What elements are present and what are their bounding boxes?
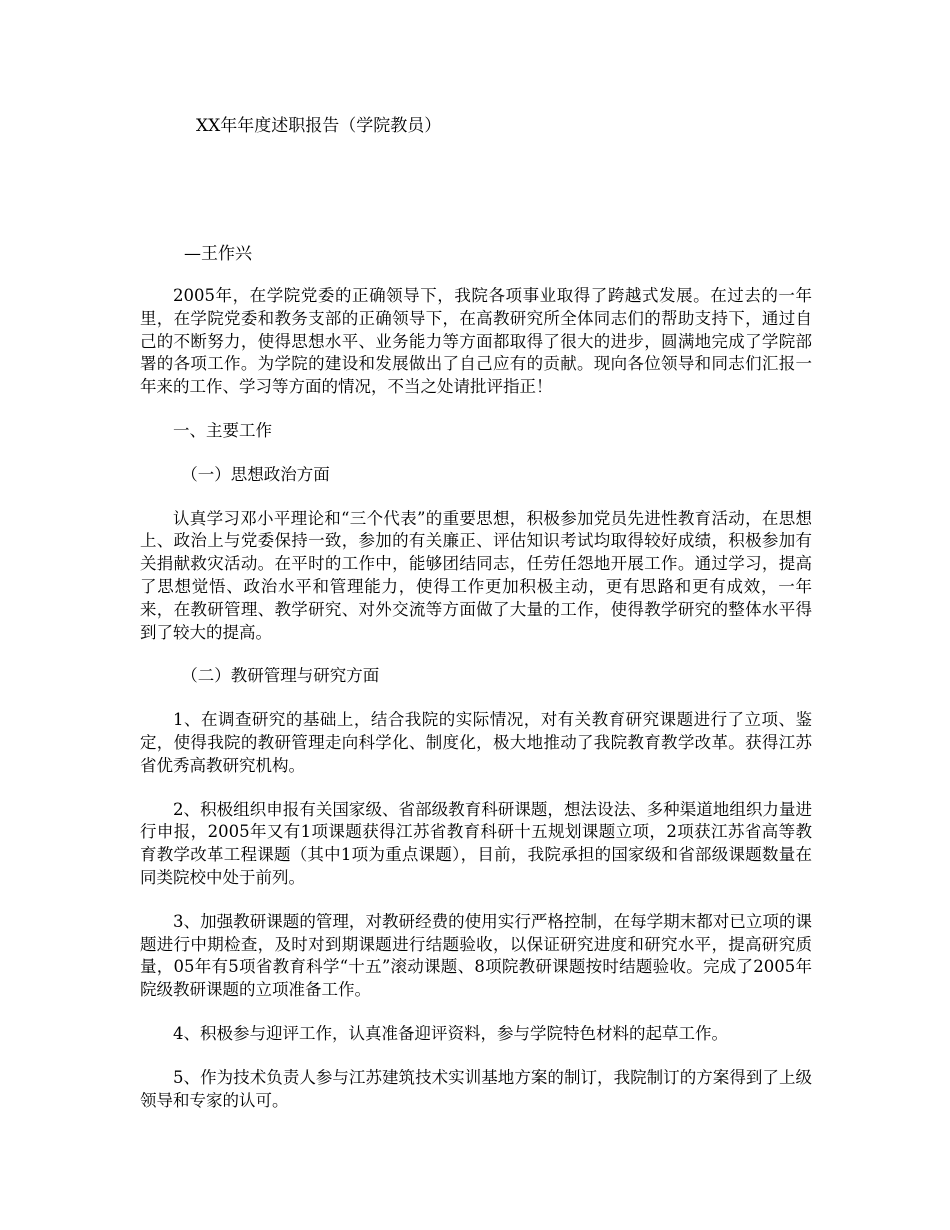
document-title: XX年年度述职报告（学院教员） xyxy=(196,116,442,136)
paragraph-item-4: 4、积极参与迎评工作，认真准备迎评资料，参与学院特色材料的起草工作。 xyxy=(173,1023,728,1043)
paragraph-political: 认真学习邓小平理论和“三个代表”的重要思想，积极参加党员先进性教育活动，在思想上、政治上与党委保持一致，参加的有关廉正、评估知识考试均取得较好成绩，积极参加有关捐献救灾活动。在平时的工作中，能够团结同志，任劳任怨地开展工作。通过学习，提高了思想觉悟、政治水平和管理能力，使得工作更加积极主动，更有思路和更有成效，一年来，在教研管理、教学研究、对外交流等方面做了大量的工作，使得教学研究的整体水平得到了较大的提高。 xyxy=(140,508,812,642)
paragraph-intro: 2005年，在学院党委的正确领导下，我院各项事业取得了跨越式发展。在过去的一年里，在学院党委和教务支部的正确领导下，在高教研究所全体同志们的帮助支持下，通过自己的不断努力，使得思想水平、业务能力等方面都取得了很大的进步，圆满地完成了学院部署的各项工作。为学院的建设和发展做出了自己应有的贡献。现向各位领导和同志们汇报一年来的工作、学习等方面的情况，不当之处请批评指正！ xyxy=(140,286,812,397)
subsection-heading-research: （二）教研管理与研究方面 xyxy=(181,666,380,686)
section-heading-main-work: 一、主要工作 xyxy=(173,420,272,440)
document-body xyxy=(140,285,812,1133)
subsection-heading-political: （一）思想政治方面 xyxy=(181,464,330,484)
paragraph-item-2: 2、积极组织申报有关国家级、省部级教育科研课题，想法设法、多种渠道地组织力量进行申报，2005年又有1项课题获得江苏省教育科研十五规划课题立项，2项获江苏省高等教育教学改革工程课题（其中1项为重点课题），目前，我院承担的国家级和省部级课题数量在同类院校中处于前列。 xyxy=(140,799,812,887)
paragraph-item-1: 1、在调查研究的基础上，结合我院的实际情况，对有关教育研究课题进行了立项、鉴定，使得我院的教研管理走向科学化、制度化，极大地推动了我院教育教学改革。获得江苏省优秀高教研究机构。 xyxy=(140,710,812,775)
document-author: —王作兴 xyxy=(184,244,252,264)
paragraph-item-3: 3、加强教研课题的管理，对教研经费的使用实行严格控制，在每学期末都对已立项的课题进行中期检查，及时对到期课题进行结题验收，以保证研究进度和研究水平，提高研究质量，05年有5项省教育科学“十五”滚动课题、8项院教研课题按时结题验收。完成了2005年院级教研课题的立项准备工作。 xyxy=(140,911,812,1000)
paragraph-item-5: 5、作为技术负责人参与江苏建筑技术实训基地方案的制订，我院制订的方案得到了上级领导和专家的认可。 xyxy=(140,1067,812,1110)
